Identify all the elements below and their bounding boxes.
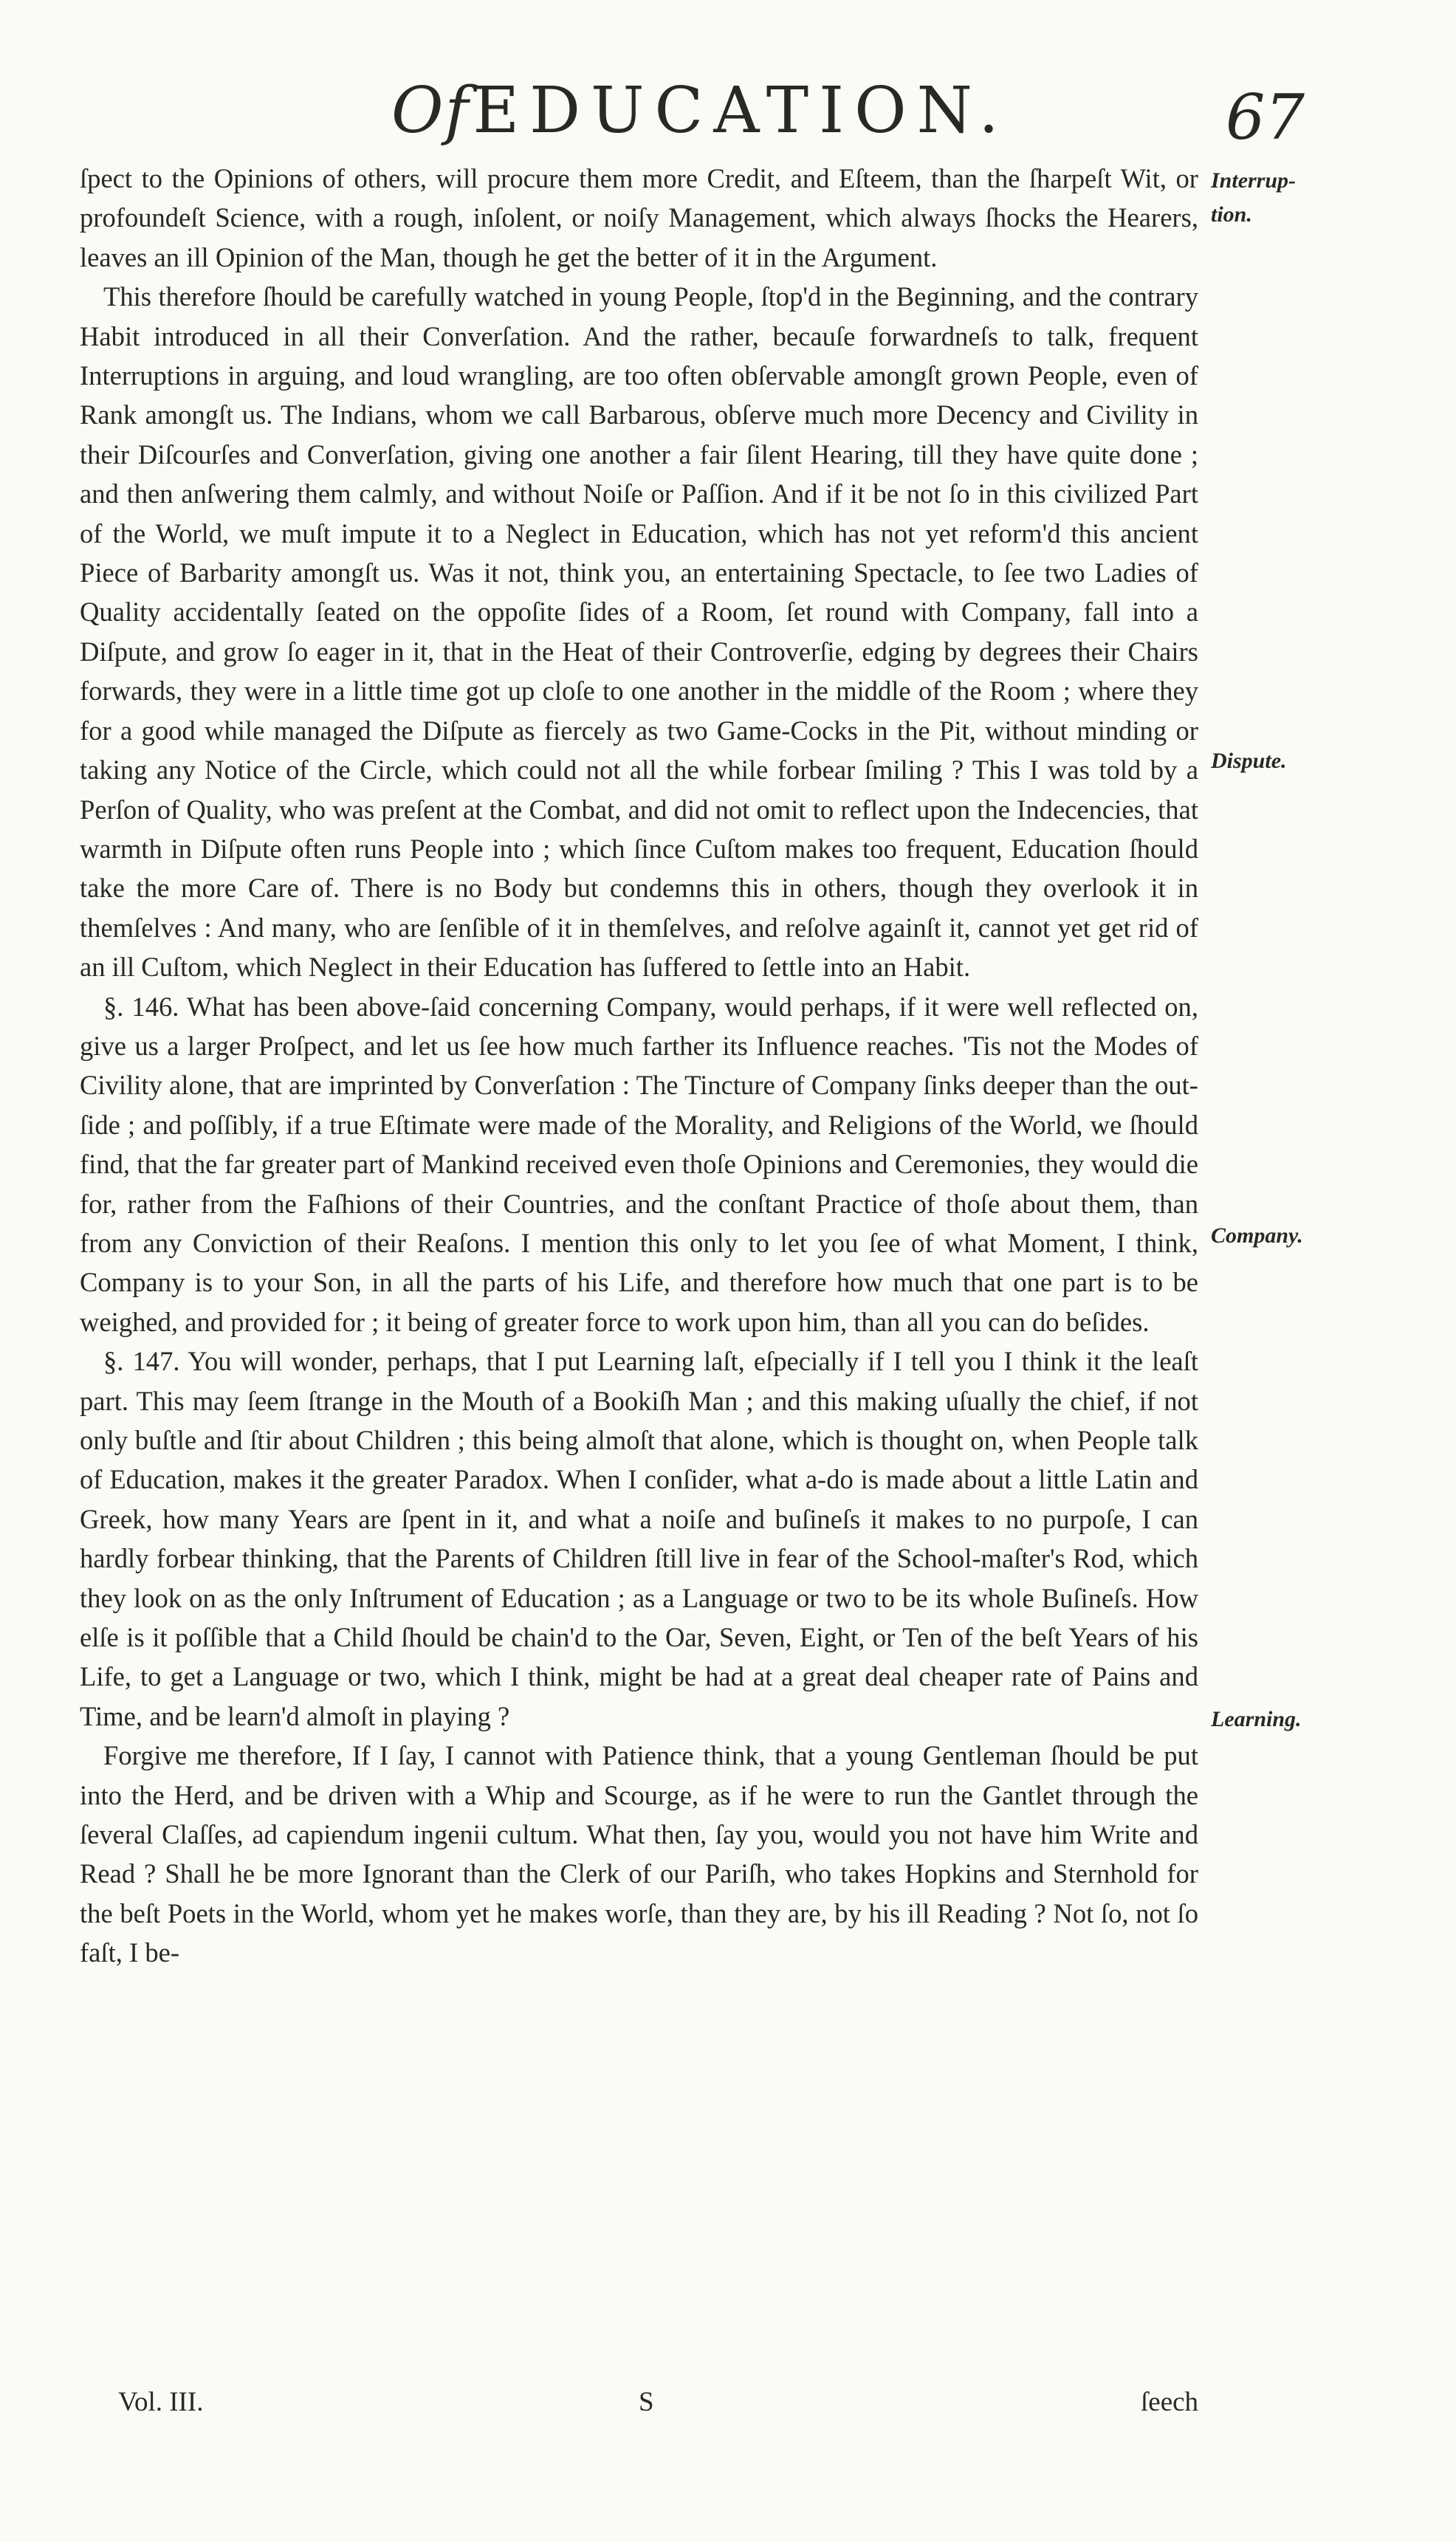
main-text: [80, 159, 1198, 1973]
paragraph-forgive-me: Forgive me therefore, If I ſay, I cannot with Patience think, that a young Gentleman ſhould be put into the Herd, and be driven with a Whip and Scourge, as if he were to run the Gantlet through the ſeveral Claſſes, ad capiendum ingenii cultum. What then, ſay you, would you not have him Write and Read ? Shall he be more Ignorant than the Clerk of our Pariſh, who takes Hopkins and Sternhold for the beſt Poets in the World, whom yet he makes worſe, than they are, by his ill Reading ? Not ſo, not ſo faſt, I be-: [80, 1740, 1198, 1968]
page-number: 67: [1226, 81, 1305, 154]
running-title: [391, 74, 1009, 148]
paragraph-interruptions: This therefore ſhould be carefully watched in young People, ſtop'd in the Beginning, and the contrary Habit introduced in all their Converſation. And the rather, becauſe forwardneſs to talk, frequent Interruptions in arguing, and loud wrangling, are too often obſervable amongſt grown People, even of Rank amongſt us. The Indians, whom we call Barbarous, obſerve much more Decency and Civility in their Diſcourſes and Converſation, giving one another a fair ſilent Hearing, till they have quite done ; and then anſwering them calmly, and without Noiſe or Paſſion. And if it be not ſo in this civilized Part of the World, we muſt impute it to a Neglect in Education, which has not yet reform'd this ancient Piece of Barbarity amongſt us. Was it not, think you, an entertaining Spectacle, to ſee two Ladies of Quality accidentally ſeated on the oppoſite ſides of a Room, ſet round with Company, fall into a Diſpute, and grow ſo eager in it, that in the Heat of their Controverſie, edging by degrees their Chairs forwards, they were in a little time got up cloſe to one another in the middle of the Room ; where they for a good while managed the Diſpute as fiercely as two Game-Cocks in the Pit, without minding or taking any Notice of the Circle, which could not all the while forbear ſmiling ? This I was told by a Perſon of Quality, who was preſent at the Combat, and did not omit to reflect upon the Indecencies, that warmth in Diſpute often runs People into ; which ſince Cuſtom makes too frequent, Education ſhould take the more Care of. There is no Body but condemns this in others, though they overlook it in themſelves : And many, who are ſenſible of it in themſelves, and reſolve againſt it, cannot yet get rid of an ill Cuſtom, which Neglect in their Education has ſuffered to ſettle into an Habit.: [80, 281, 1198, 983]
running-title-main: EDUCATION.: [473, 74, 1009, 148]
page-footer: [0, 2386, 1456, 2431]
page-header: [0, 59, 1456, 162]
catchword: ſeech: [1141, 2387, 1199, 2417]
margin-note-dispute: Dispute.: [1211, 749, 1287, 773]
paragraph-section-147: §. 147. You will wonder, perhaps, that I put Learning laſt, eſpecially if I tell you I think it the leaſt part. This may ſeem ſtrange in the Mouth of a Bookiſh Man ; and this making uſually the chief, if not only buſtle and ſtir about Children ; this being almoſt that alone, which is thought on, when People talk of Education, makes it the greater Paradox. When I conſider, what a-do is made about a little Latin and Greek, how many Years are ſpent in it, and what a noiſe and buſineſs it makes to no purpoſe, I can hardly forbear thinking, that the Parents of Children ſtill live in fear of the School-maſter's Rod, which they look on as the only Inſtrument of Education ; as a Language or two to be its whole Buſineſs. How elſe is it poſſible that a Child ſhould be chain'd to the Oar, Seven, Eight, or Ten of the beſt Years of his Life, to get a Language or two, which I think, might be had at a great deal cheaper rate of Pains and Time, and be learn'd almoſt in playing ?: [80, 1346, 1198, 1731]
signature-mark: S: [639, 2387, 654, 2417]
margin-note-interruption-1: Interrup-: [1211, 168, 1297, 193]
volume-label: Vol. III.: [118, 2387, 204, 2417]
paragraph-section-146: §. 146. What has been above-ſaid concerning Company, would perhaps, if it were well reflected on, give us a larger Proſpect, and let us ſee how much farther its Influence reaches. 'Tis not the Modes of Civility alone, that are imprinted by Converſation : The Tincture of Company ſinks deeper than the out-ſide ; and poſſibly, if a true Eſtimate were made of the Morality, and Religions of the World, we ſhould find, that the far greater part of Mankind received even thoſe Opinions and Ceremonies, they would die for, rather from the Faſhions of their Countries, and the conſtant Practice of thoſe about them, than from any Conviction of their Reaſons. I mention this only to let you ſee of what Moment, I think, Company is to your Son, in all the parts of his Life, and therefore how much that one part is to be weighed, and provided for ; it being of greater force to work upon him, than all you can do beſides.: [80, 991, 1198, 1337]
margin-note-interruption-2: tion.: [1211, 202, 1252, 227]
paragraph-continuation: ſpect to the Opinions of others, will procure them more Credit, and Eſteem, than the ſharpeſt Wit, or profoundeſt Science, with a rough, inſolent, or noiſy Management, which always ſhocks the Hearers, leaves an ill Opinion of the Man, though he get the better of it in the Argument.: [80, 163, 1198, 272]
running-title-of: Of: [391, 74, 470, 148]
margin-note-learning: Learning.: [1211, 1707, 1302, 1731]
margin-note-company: Company.: [1211, 1223, 1303, 1248]
